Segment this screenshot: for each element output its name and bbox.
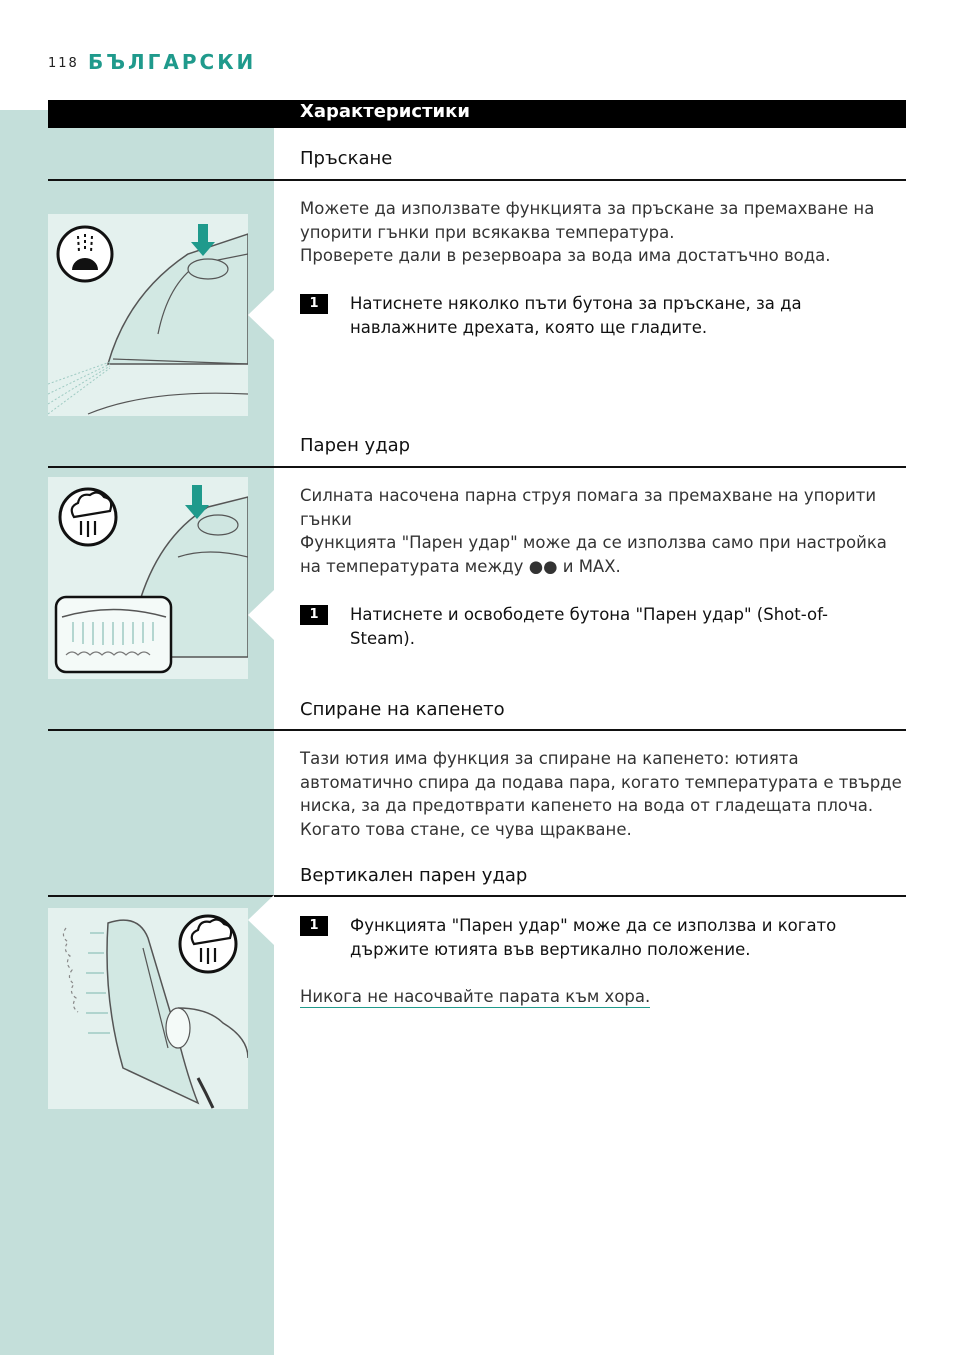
spray-step-number: 1 xyxy=(300,294,328,314)
shot-description: Силната насочена парна струя помага за премахване на упорити гънки Функцията "Парен удар" може да се използва само при настройка на температурата между ●● и MAX. xyxy=(300,486,887,576)
vertical-step-number: 1 xyxy=(300,916,328,936)
shot-step-number: 1 xyxy=(300,605,328,625)
spray-description: Можете да използвате функцията за пръскане за премахване на упорити гънки при всякаква температура. Проверете дали в резервоара за вода има достатъчно вода. xyxy=(300,199,875,265)
spray-heading: Пръскане xyxy=(300,148,393,169)
spray-pointer xyxy=(248,290,274,340)
spray-illustration xyxy=(48,214,248,416)
steam-shot-symbol-icon xyxy=(180,916,236,972)
page-number: 118 xyxy=(48,56,79,71)
vertical-warning-note: Никога не насочвайте парата към хора. xyxy=(300,987,651,1006)
spray-step-text: Натиснете няколко пъти бутона за пръскане, за да навлажните дрехата, която ще гладите. xyxy=(350,294,802,337)
shot-step-text: Натиснете и освободете бутона "Парен удар" (Shot-of- Steam). xyxy=(350,605,828,648)
section-header-bar xyxy=(48,100,906,128)
drip-heading: Спиране на капенето xyxy=(300,699,505,720)
shot-illustration xyxy=(48,477,248,679)
vertical-step-text: Функцията "Парен удар" може да се използва и когато държите ютията във вертикално положение. xyxy=(350,916,837,959)
steam-shot-symbol-icon xyxy=(60,489,116,545)
drip-description: Тази ютия има функция за спиране на капенето: ютията автоматично спира да подава пара, когато температурата е твърде ниска, за да предотврати капенето на вода от гладещата плоча. Когато това стане, се чува щракване. xyxy=(300,749,902,839)
vertical-rule xyxy=(48,895,906,897)
language-heading: БЪЛГАРСКИ xyxy=(88,50,257,74)
soleplate-closeup xyxy=(56,597,171,672)
spray-rule xyxy=(48,179,906,181)
spray-symbol-icon xyxy=(58,227,112,281)
vertical-pointer xyxy=(248,895,274,945)
section-title: Характеристики xyxy=(300,101,470,122)
vertical-heading: Вертикален парен удар xyxy=(300,865,528,886)
drip-rule xyxy=(48,729,906,731)
shot-rule xyxy=(48,466,906,468)
shot-heading: Парен удар xyxy=(300,435,411,456)
vertical-illustration xyxy=(48,908,248,1109)
shot-pointer xyxy=(248,590,274,640)
